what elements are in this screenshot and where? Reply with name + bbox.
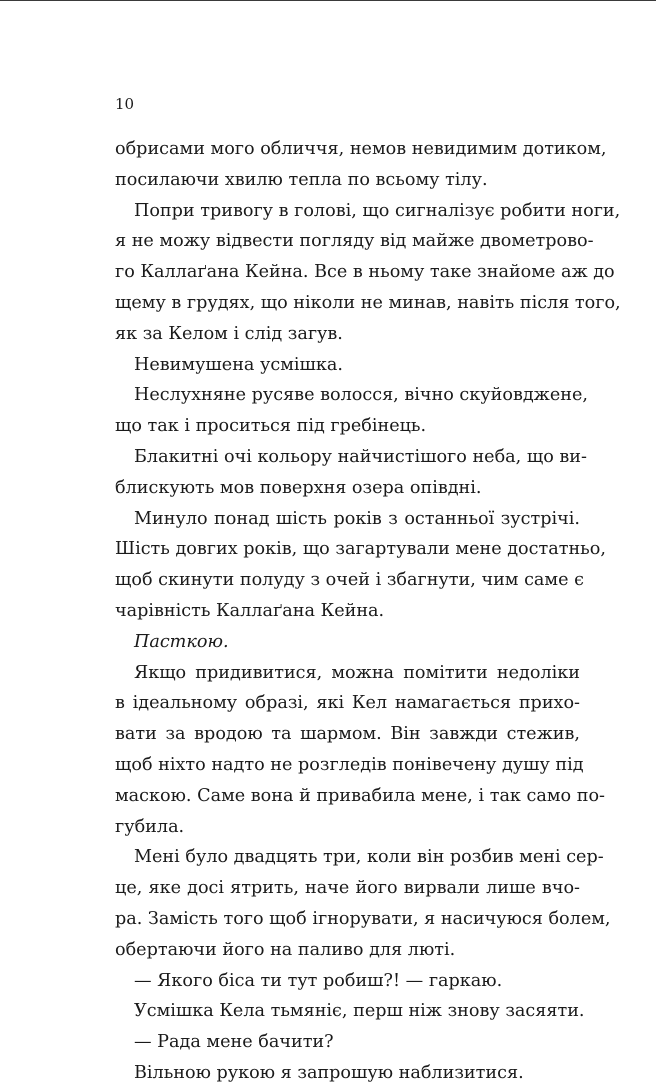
- text-line: го Каллаґана Кейна. Все в ньому таке знайоме аж до: [115, 262, 615, 283]
- text-line: Вільною рукою я запрошую наблизитися.: [134, 1062, 524, 1083]
- paragraph-italic: [115, 627, 580, 658]
- text-line: Якщо придивитися, можна помітити недоліки: [134, 662, 580, 683]
- top-rule: [0, 0, 656, 1]
- text-line: Блакитні очі кольору найчистішого неба, що ви-: [134, 446, 587, 467]
- text-line: Минуло понад шість років з останньої зустрічі.: [134, 508, 580, 529]
- paragraph: [115, 196, 621, 350]
- text-line: це, яке досі ятрить, наче його вирвали лише вчо-: [115, 878, 580, 899]
- text-line: Невимушена усмішка.: [134, 354, 343, 375]
- paragraph-dialogue: [115, 966, 580, 997]
- text-line: Усмішка Кела тьмяніє, перш ніж знову засяяти.: [134, 1001, 585, 1022]
- text-line: Попри тривогу в голові, що сигналізує робити ноги,: [134, 200, 621, 221]
- paragraph: [115, 350, 580, 381]
- text-line: я не можу відвести погляду від майже двометрово-: [115, 231, 594, 252]
- page-number: 10: [115, 95, 135, 113]
- text-line: Шість довгих років, що загартували мене достатньо,: [115, 539, 606, 560]
- text-line: вати за вродою та шармом. Він завжди стежив,: [115, 724, 580, 745]
- text-line: посилаючи хвилю тепла по всьому тілу.: [115, 169, 488, 190]
- text-line: — Рада мене бачити?: [134, 1032, 334, 1053]
- text-line: обрисами мого обличчя, немов невидимим дотиком,: [115, 139, 607, 159]
- paragraph: [115, 380, 589, 442]
- text-line: щему в грудях, що ніколи не минав, навіть після того,: [115, 292, 621, 313]
- text-line: маскою. Саме вона й привабила мене, і так само по-: [115, 785, 605, 806]
- text-line: Мені було двадцять три, коли він розбив мені сер-: [134, 847, 604, 868]
- body-text: [115, 134, 621, 1089]
- text-line: що так і проситься під гребінець.: [115, 416, 427, 437]
- paragraph: [115, 658, 605, 843]
- text-line: Неслухняне русяве волосся, вічно скуйовджене,: [134, 385, 589, 406]
- text-line: ра. Замість того щоб ігнорувати, я насичуюся болем,: [115, 908, 611, 929]
- text-line: щоб ніхто надто не розгледів понівечену душу під: [115, 754, 584, 775]
- text-line: в ідеальному образі, які Кел намагається прихо-: [115, 693, 580, 714]
- text-line: Пасткою.: [134, 631, 229, 652]
- paragraph: [115, 996, 585, 1027]
- paragraph: [115, 1058, 580, 1089]
- paragraph: [115, 134, 607, 196]
- text-line: — Якого біса ти тут робиш?! — гаркаю.: [134, 970, 503, 991]
- text-line: щоб скинути полуду з очей і збагнути, чим саме є: [115, 570, 584, 591]
- text-line: обертаючи його на паливо для люті.: [115, 939, 456, 960]
- paragraph: [115, 842, 611, 965]
- text-line: чарівність Каллаґана Кейна.: [115, 600, 385, 621]
- text-line: як за Келом і слід загув.: [115, 323, 343, 344]
- paragraph-dialogue: [115, 1027, 580, 1058]
- text-line: блискують мов поверхня озера опівдні.: [115, 477, 482, 498]
- paragraph: [115, 442, 587, 504]
- text-line: губила.: [115, 816, 185, 837]
- paragraph: [115, 504, 606, 627]
